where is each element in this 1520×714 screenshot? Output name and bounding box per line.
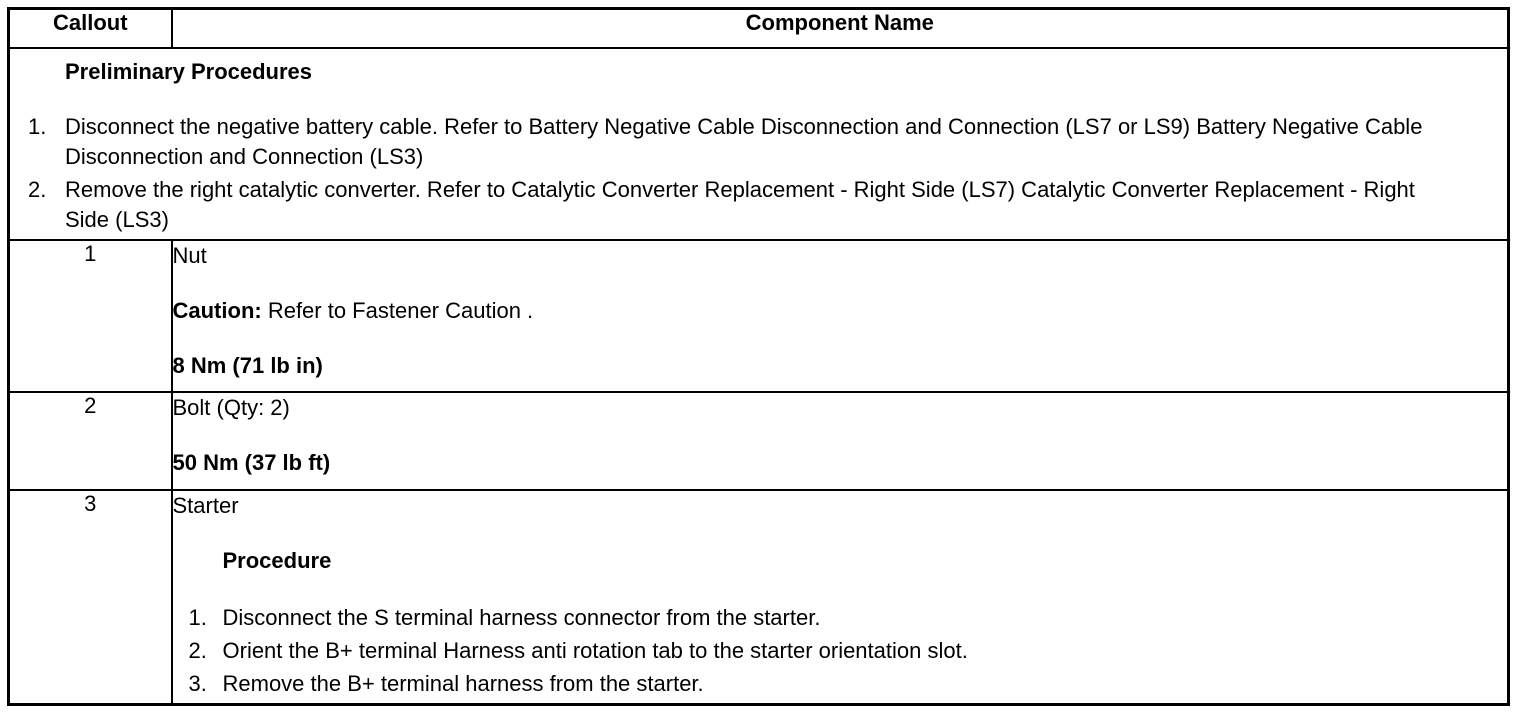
preliminary-step <box>10 112 1507 172</box>
table-row <box>9 392 1509 490</box>
procedure-step <box>173 667 1508 700</box>
step-number: 1. <box>28 114 47 140</box>
preliminary-title: Preliminary Procedures <box>65 59 313 84</box>
step-text: Remove the B+ terminal harness from the starter. <box>222 671 704 696</box>
step-number: 2. <box>28 177 47 203</box>
procedure-steps <box>173 601 1508 700</box>
component-name: Starter <box>172 493 239 518</box>
step-number: 2. <box>188 638 207 663</box>
component-table <box>7 7 1510 706</box>
caution-note <box>173 296 1508 326</box>
step-text: Disconnect the negative battery cable. Refer to Battery Negative Cable Disconnection and Connection (LS7 or LS9) Battery Negative Cable Disconnection and Connection (LS3) <box>65 114 1423 170</box>
component-cell <box>172 490 1509 705</box>
step-text: Orient the B+ terminal Harness anti rotation tab to the starter orientation slot. <box>222 638 968 663</box>
component-name-header: Component Name <box>172 9 1509 49</box>
preliminary-cell <box>9 48 1509 240</box>
procedure-title: Procedure <box>222 548 332 573</box>
table-header-row <box>9 9 1509 49</box>
callout-number: 1 <box>9 240 172 392</box>
component-name: Bolt (Qty: 2) <box>172 395 290 420</box>
caution-label: Caution: <box>172 298 262 323</box>
table-row <box>9 490 1509 705</box>
preliminary-row <box>9 48 1509 240</box>
procedure-step <box>173 601 1508 634</box>
preliminary-step <box>10 175 1507 235</box>
torque-spec: 8 Nm (71 lb in) <box>172 353 323 378</box>
component-cell <box>172 240 1509 392</box>
callout-number: 2 <box>9 392 172 490</box>
component-cell <box>172 392 1509 490</box>
table-row <box>9 240 1509 392</box>
component-name: Nut <box>172 243 207 268</box>
torque-spec: 50 Nm (37 lb ft) <box>172 450 331 475</box>
step-number: 3. <box>188 671 207 696</box>
preliminary-steps <box>10 112 1507 235</box>
callout-header: Callout <box>9 9 172 49</box>
callout-number: 3 <box>9 490 172 705</box>
caution-text: Refer to Fastener Caution . <box>261 298 534 323</box>
step-text: Remove the right catalytic converter. Refer to Catalytic Converter Replacement - Right Side (LS7) Catalytic Converter Replacement - Right Side (LS3) <box>65 177 1415 233</box>
step-text: Disconnect the S terminal harness connector from the starter. <box>222 605 821 630</box>
procedure-step <box>173 634 1508 667</box>
step-number: 1. <box>188 605 207 630</box>
